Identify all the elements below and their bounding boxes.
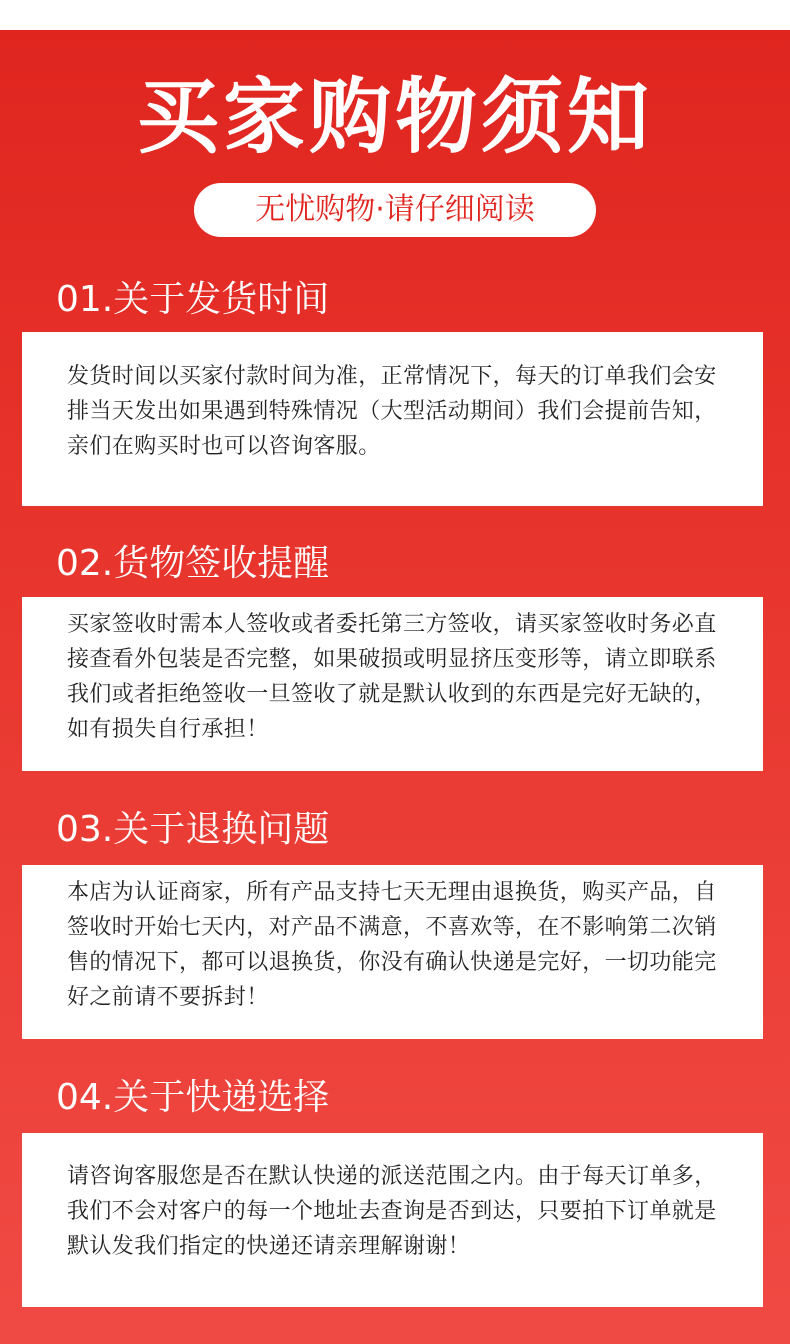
section-card-delivery-signoff [22,597,763,771]
section-body-shipping-time: 发货时间以买家付款时间为准，正常情况下，每天的订单我们会安排当天发出如果遇到特殊情况（大型活动期间）我们会提前告知，亲们在购买时也可以咨询客服。 [67,364,717,459]
section-card-returns [22,865,763,1039]
section-title-courier: 04.关于快递选择 [56,1077,330,1118]
section-body-delivery-signoff: 买家签收时需本人签收或者委托第三方签收，请买家签收时务必直接查看外包装是否完整，如果破损或明显挤压变形等，请立即联系我们或者拒绝签收一旦签收了就是默认收到的东西是完好无缺的，如有损失自行承担！ [67,612,717,742]
subtitle-badge: 无忧购物·请仔细阅读 [194,183,596,237]
section-title-shipping-time: 01.关于发货时间 [56,279,330,320]
section-body-courier: 请咨询客服您是否在默认快递的派送范围之内。由于每天订单多，我们不会对客户的每一个地址去查询是否到达，只要拍下订单就是默认发我们指定的快递还请亲理解谢谢！ [67,1164,717,1259]
section-body-returns: 本店为认证商家，所有产品支持七天无理由退换货，购买产品，自签收时开始七天内，对产品不满意，不喜欢等，在不影响第二次销售的情况下，都可以退换货，你没有确认快递是完好，一切功能完好之前请不要拆封！ [67,880,717,1010]
page-title: 买家购物须知 [136,70,653,165]
section-card-shipping-time [22,332,763,506]
section-card-courier [22,1133,763,1307]
section-title-delivery-signoff: 02.货物签收提醒 [56,543,330,584]
section-title-returns: 03.关于退换问题 [56,809,330,850]
